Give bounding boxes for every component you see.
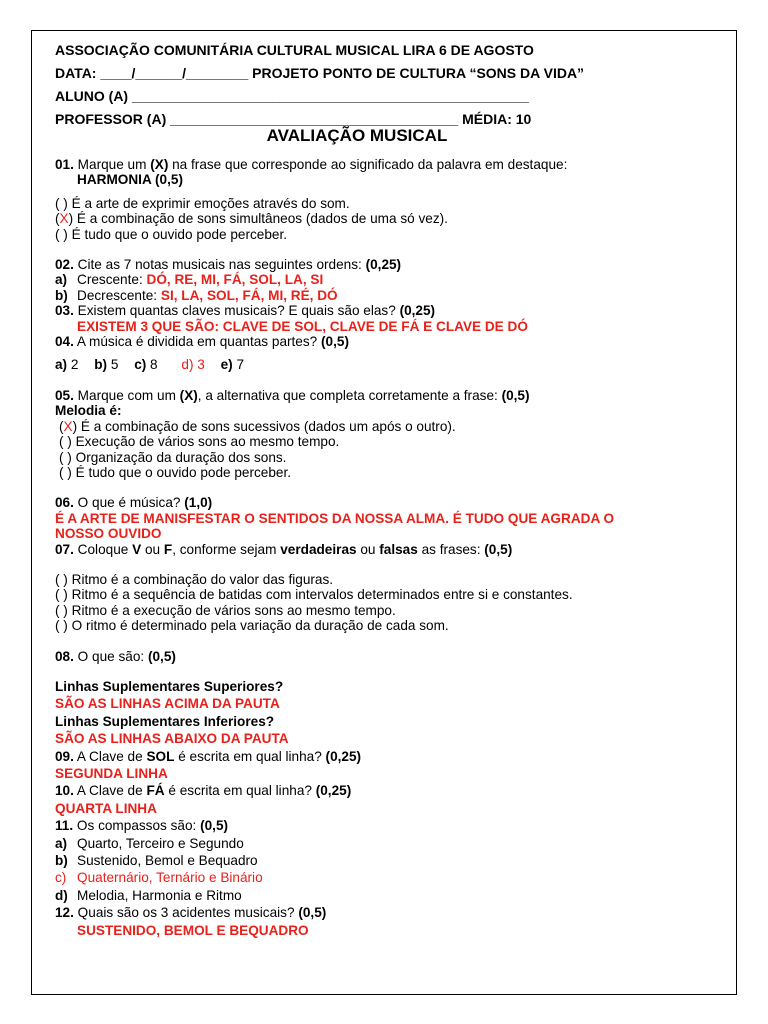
question-score: (0,5) [200, 818, 229, 834]
question-score: (1,0) [184, 495, 213, 511]
sub-question: Linhas Suplementares Superiores? [55, 678, 284, 694]
option-text: Decrescente: [77, 287, 161, 303]
checkbox[interactable]: ( ) [55, 602, 68, 618]
option [55, 211, 715, 226]
highlight-word: Melodia é: [55, 403, 122, 419]
answer-text: SEGUNDA LINHA [55, 766, 168, 781]
question-number: 06. [55, 495, 74, 511]
checkbox[interactable]: ( ) [55, 587, 68, 603]
question-08 [55, 649, 715, 664]
sub-question: Linhas Suplementares Inferiores? [55, 713, 275, 729]
date-line: DATA: ____/______/________ PROJETO PONTO DE CULTURA “SONS DA VIDA” [55, 65, 585, 81]
question-score: (0,25) [315, 783, 352, 799]
option[interactable]: a) Quarto, Terceiro e Segundo [55, 835, 244, 851]
answer-text: NOSSO OUVIDO [55, 526, 162, 542]
question-text: Cite as 7 notas musicais nas seguintes ordens: [73, 257, 366, 273]
option [55, 587, 715, 602]
option-text: É a combinação de sons simultâneos (dados de uma só vez). [73, 211, 448, 227]
option-text: Crescente: [77, 272, 147, 288]
question-text: Marque um [73, 157, 151, 172]
option-text: É tudo que o ouvido pode perceber. [67, 226, 288, 242]
question-text: na frase que corresponde ao significado da palavra em destaque: [168, 157, 568, 172]
question-score: (0,25) [325, 748, 362, 764]
answer-text: É A ARTE DE MANISFESTAR O SENTIDOS DA NOSSA ALMA. É TUDO QUE AGRADA O [55, 510, 615, 526]
exam-content [55, 40, 715, 129]
question-text: O que é música? [73, 495, 185, 511]
question-12 [55, 905, 715, 920]
option[interactable]: a) 2 [55, 357, 79, 373]
question-score: (0,5) [298, 905, 327, 921]
question-02 [55, 257, 715, 272]
question-number: 10. [55, 783, 74, 799]
answer-text: SUSTENIDO, BEMOL E BEQUADRO [77, 922, 309, 938]
question-text: Marque com um [73, 387, 180, 403]
question-number: 11. [55, 818, 74, 834]
question-number: 02. [55, 257, 74, 273]
header [55, 40, 715, 129]
option [55, 603, 715, 618]
option [55, 419, 715, 434]
checkbox[interactable]: ( ) [59, 464, 72, 480]
option-text: Ritmo é a execução de vários sons ao mesmo tempo. [67, 602, 396, 618]
checkbox[interactable]: ( ) [59, 449, 72, 465]
checkbox[interactable]: ( ) [55, 618, 68, 634]
checkbox[interactable]: ( ) [55, 226, 68, 242]
question-text: O que são: [73, 648, 148, 664]
question-text: , a alternativa que completa corretamente a frase: [197, 387, 502, 403]
question-score: (0,5) [147, 648, 176, 664]
option-text: Ritmo é a sequência de batidas com intervalos determinados entre si e constantes. [67, 587, 573, 603]
option [55, 465, 715, 480]
checkbox[interactable]: ( ) [59, 434, 72, 450]
question-10: 10. A Clave de FÁ é escrita em qual linha? (0,25) [55, 783, 352, 799]
option[interactable]: d) Melodia, Harmonia e Ritmo [55, 887, 242, 903]
answer-text: QUARTA LINHA [55, 800, 157, 816]
question-score: (0,5) [484, 541, 513, 557]
question-11 [55, 818, 715, 833]
option-text: O ritmo é determinado pela variação da duração de cada som. [67, 618, 449, 634]
option [55, 272, 715, 287]
question-score: (0,5) [321, 334, 349, 350]
question-07: 07. Coloque V ou F, conforme sejam verdadeiras ou falsas as frases: (0,5) [55, 541, 513, 557]
checked-mark: X [59, 211, 69, 227]
question-text: A música é dividida em quantas partes? [73, 334, 322, 350]
question-05 [55, 388, 715, 403]
question-06 [55, 495, 715, 510]
page-title: AVALIAÇÃO MUSICAL [266, 126, 448, 145]
question-number: 01. [55, 157, 74, 172]
option [55, 288, 715, 303]
checked-mark: X [63, 418, 73, 434]
highlight-word: HARMONIA (0,5) [77, 172, 183, 188]
question-03 [55, 303, 715, 318]
question-score: (0,25) [399, 303, 436, 319]
org-name: ASSOCIAÇÃO COMUNITÁRIA CULTURAL MUSICAL LIRA 6 DE AGOSTO [55, 42, 534, 58]
option [55, 434, 715, 449]
question-text: Existem quantas claves musicais? E quais são elas? [73, 303, 400, 319]
option-text: É a combinação de sons sucessivos (dados um após o outro). [77, 418, 456, 434]
question-number: 03. [55, 303, 74, 319]
question-04 [55, 334, 715, 349]
student-line: ALUNO (A) ___________________________________________________ [55, 88, 530, 104]
mark-symbol: (X) [179, 387, 198, 403]
option [55, 227, 715, 242]
answer-text: DÓ, RE, MI, FÁ, SOL, LA, SI [146, 272, 324, 288]
checkbox[interactable]: ( ) [55, 195, 68, 211]
options-inline [55, 357, 715, 372]
option[interactable]: b) 5 [94, 357, 119, 373]
answer-text: SÃO AS LINHAS ABAIXO DA PAUTA [55, 731, 289, 747]
answer-text: EXISTEM 3 QUE SÃO: CLAVE DE SOL, CLAVE DE FÁ E CLAVE DE DÓ [77, 318, 528, 334]
option[interactable]: b) Sustenido, Bemol e Bequadro [55, 853, 258, 869]
option[interactable]: e) 7 [220, 357, 245, 373]
question-number: 05. [55, 387, 74, 403]
option-selected[interactable]: d) 3 [181, 357, 205, 373]
question-score: (0,25) [365, 257, 402, 273]
option-text: Execução de vários sons ao mesmo tempo. [71, 434, 340, 450]
option-selected[interactable]: c) Quaternário, Ternário e Binário [55, 870, 263, 886]
option [55, 450, 715, 465]
question-number: 07. [55, 541, 74, 557]
option-text: Organização da duração dos sons. [71, 449, 287, 465]
checkbox[interactable]: (X) [59, 418, 78, 434]
question-09: 09. A Clave de SOL é escrita em qual linha? (0,25) [55, 748, 362, 764]
mark-symbol: (X) [150, 157, 169, 172]
checkbox[interactable]: ( ) [55, 571, 68, 587]
option[interactable]: c) 8 [134, 357, 158, 373]
option-text: É a arte de exprimir emoções através do som. [67, 195, 350, 211]
question-number: 08. [55, 648, 74, 664]
option [55, 196, 715, 211]
option-label: a) [55, 272, 68, 288]
question-01 [55, 157, 715, 172]
question-score: (0,5) [501, 387, 530, 403]
option-label: b) [55, 287, 68, 303]
teacher-line: PROFESSOR (A) _____________________________________ MÉDIA: 10 [55, 111, 532, 127]
answer-text: SI, LA, SOL, FÁ, MI, RÉ, DÓ [160, 287, 338, 303]
option-text: É tudo que o ouvido pode perceber. [71, 464, 292, 480]
answer-text: SÃO AS LINHAS ACIMA DA PAUTA [55, 696, 280, 712]
questions [55, 157, 715, 938]
question-number: 12. [55, 905, 74, 921]
option [55, 618, 715, 633]
option-text: Ritmo é a combinação do valor das figuras. [67, 571, 334, 587]
question-number: 09. [55, 748, 74, 764]
question-number: 04. [55, 334, 74, 350]
option [55, 572, 715, 587]
checkbox[interactable]: (X) [55, 211, 74, 227]
question-text: Os compassos são: [73, 818, 201, 834]
question-text: Quais são os 3 acidentes musicais? [73, 905, 299, 921]
